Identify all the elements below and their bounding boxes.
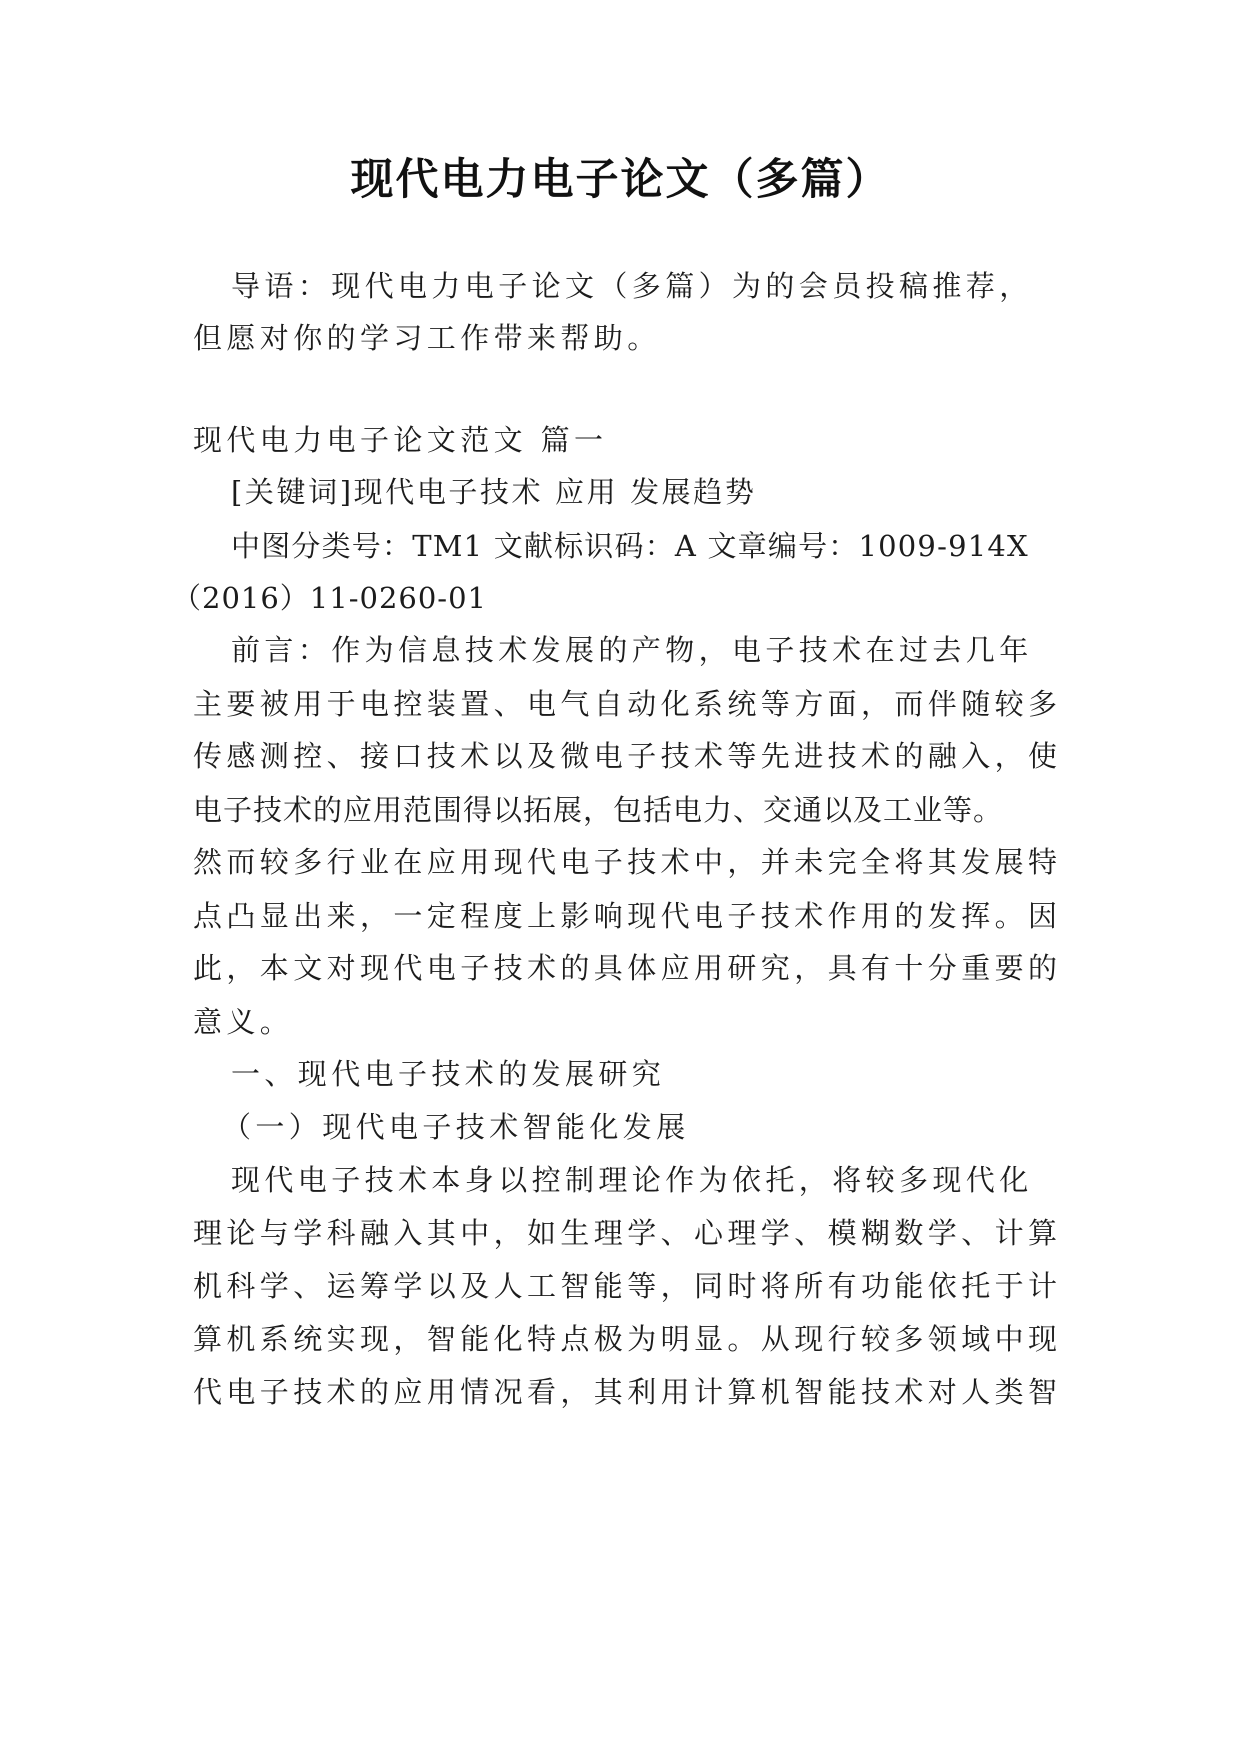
- preface-line-2: 主要被用于电控装置、电气自动化系统等方面，而伴随较多: [193, 687, 1062, 721]
- heading-subsection-one: （一）现代电子技术智能化发展: [222, 1110, 690, 1144]
- body-line-5: 代电子技术的应用情况看，其利用计算机智能技术对人类智: [193, 1375, 1062, 1409]
- preface-line-3: 传感测控、接口技术以及微电子技术等先进技术的融入，使: [193, 739, 1062, 773]
- heading-section-one: 一、现代电子技术的发展研究: [231, 1057, 666, 1091]
- document-title: 现代电力电子论文（多篇）: [350, 155, 891, 205]
- section-heading-part-one: 现代电力电子论文范文 篇一: [193, 423, 608, 457]
- preface-line-8: 意义。: [193, 1005, 294, 1039]
- body-line-4: 算机系统实现，智能化特点极为明显。从现行较多领域中现: [193, 1322, 1062, 1356]
- keywords-line: [关键词]现代电子技术 应用 发展趋势: [231, 475, 757, 509]
- preface-line-5: 然而较多行业在应用现代电子技术中，并未完全将其发展特: [193, 845, 1062, 879]
- classification-year-line: （2016）11-0260-01: [172, 581, 488, 615]
- classification-line: 中图分类号：TM1 文献标识码：A 文章编号：1009-914X: [231, 529, 1029, 563]
- preface-line-7: 此，本文对现代电子技术的具体应用研究，具有十分重要的: [193, 951, 1062, 985]
- preface-line-1: 前言：作为信息技术发展的产物，电子技术在过去几年: [231, 633, 1033, 667]
- intro-line-1: 导语：现代电力电子论文（多篇）为的会员投稿推荐，: [231, 269, 1033, 303]
- body-line-1: 现代电子技术本身以控制理论作为依托，将较多现代化: [231, 1163, 1033, 1197]
- body-line-3: 机科学、运筹学以及人工智能等，同时将所有功能依托于计: [193, 1269, 1062, 1303]
- intro-line-2: 但愿对你的学习工作带来帮助。: [193, 321, 661, 355]
- preface-line-6: 点凸显出来，一定程度上影响现代电子技术作用的发挥。因: [193, 899, 1062, 933]
- body-line-2: 理论与学科融入其中，如生理学、心理学、模糊数学、计算: [193, 1216, 1062, 1250]
- preface-line-4: 电子技术的应用范围得以拓展，包括电力、交通以及工业等。: [193, 793, 1004, 827]
